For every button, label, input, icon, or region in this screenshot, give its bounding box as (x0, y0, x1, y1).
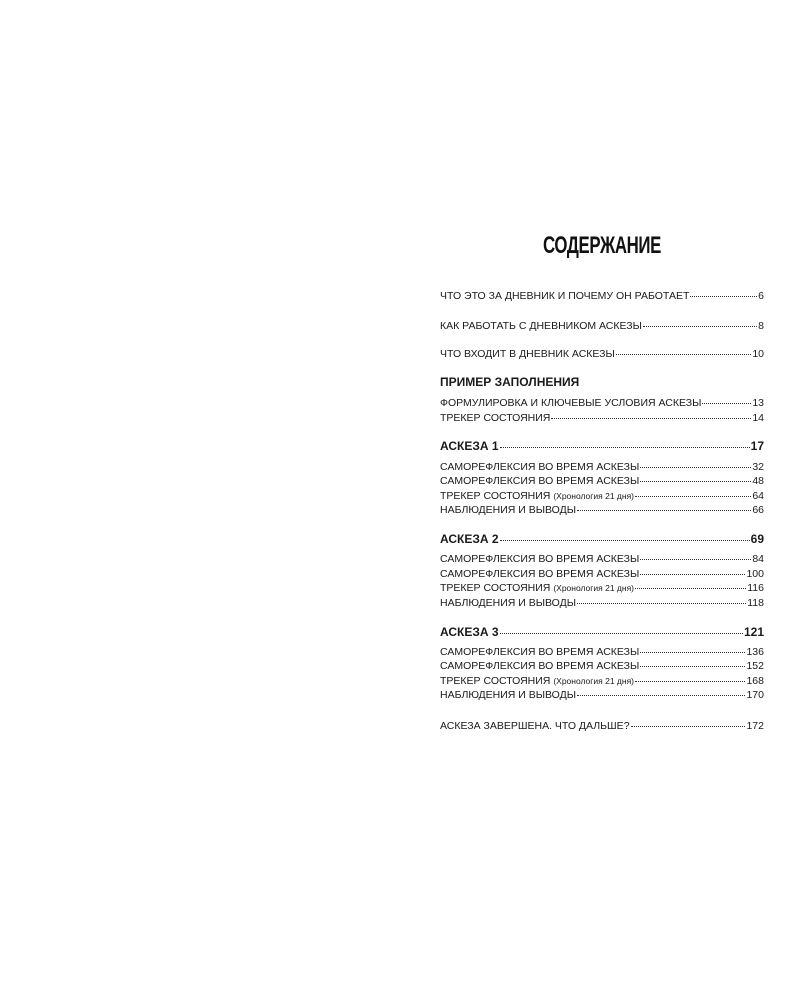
toc-leader-dots (500, 447, 750, 448)
toc-entry-page: 32 (752, 461, 764, 473)
toc-entry-label: ТРЕКЕР СОСТОЯНИЯ (440, 582, 551, 594)
toc-entry-label: САМОРЕФЛЕКСИЯ ВО ВРЕМЯ АСКЕЗЫ (440, 646, 640, 658)
toc-entry[interactable] (440, 582, 764, 595)
toc-leader-dots (690, 296, 757, 297)
toc-entry[interactable] (440, 597, 764, 610)
toc-leader-dots (500, 633, 743, 634)
toc-section-askeza-3[interactable] (440, 626, 764, 639)
toc-entry-label: САМОРЕФЛЕКСИЯ ВО ВРЕМЯ АСКЕЗЫ (440, 553, 640, 565)
toc-leader-dots (640, 467, 751, 468)
toc-entry-label: ТРЕКЕР СОСТОЯНИЯ (440, 675, 551, 687)
toc-leader-dots (577, 695, 745, 696)
toc-entry-page: 170 (746, 689, 764, 701)
toc-entry-page: 84 (752, 553, 764, 565)
toc-entry[interactable] (440, 461, 764, 474)
toc-entry-page: 172 (746, 720, 764, 732)
toc-entry[interactable] (440, 490, 764, 503)
toc-section-page: 17 (750, 439, 764, 453)
toc-leader-dots (551, 418, 751, 419)
toc-entry-page: 66 (752, 504, 764, 516)
toc-entry-page: 13 (752, 397, 764, 409)
toc-entry-label: НАБЛЮДЕНИЯ И ВЫВОДЫ (440, 504, 577, 516)
toc-entry-page: 100 (746, 568, 764, 580)
toc-entry-label: ФОРМУЛИРОВКА И КЛЮЧЕВЫЕ УСЛОВИЯ АСКЕЗЫ (440, 397, 702, 409)
toc-leader-dots (640, 481, 751, 482)
toc-entry-label: ТРЕКЕР СОСТОЯНИЯ (440, 490, 551, 502)
toc-entry-final[interactable] (440, 720, 764, 733)
toc-leader-dots (702, 403, 751, 404)
toc-entry[interactable] (440, 412, 764, 425)
toc-entry[interactable] (440, 475, 764, 488)
toc-leader-dots (577, 603, 746, 604)
toc-leader-dots (640, 666, 745, 667)
toc-entry-label: НАБЛЮДЕНИЯ И ВЫВОДЫ (440, 689, 577, 701)
toc-entry-label: ТРЕКЕР СОСТОЯНИЯ (440, 412, 551, 424)
toc-section-label: АСКЕЗА 2 (440, 532, 499, 546)
toc-entry-sublabel: (Хронология 21 дня) (553, 676, 635, 686)
toc-entry[interactable] (440, 568, 764, 581)
toc-leader-dots (635, 496, 751, 497)
toc-entry-sublabel: (Хронология 21 дня) (553, 583, 635, 593)
toc-entry[interactable] (440, 675, 764, 688)
toc-entry[interactable] (440, 397, 764, 410)
toc-leader-dots (635, 681, 745, 682)
toc-leader-dots (577, 510, 751, 511)
toc-leader-dots (640, 652, 745, 653)
toc-leader-dots (631, 726, 746, 727)
toc-entry[interactable] (440, 320, 764, 333)
toc-entry-page: 14 (752, 412, 764, 424)
toc-entry-page: 136 (746, 646, 764, 658)
toc-entry-sublabel: (Хронология 21 дня) (553, 491, 635, 501)
toc-leader-dots (640, 559, 751, 560)
toc-entry[interactable] (440, 290, 764, 303)
toc-entry-label: САМОРЕФЛЕКСИЯ ВО ВРЕМЯ АСКЕЗЫ (440, 660, 640, 672)
toc-entry-page: 118 (747, 597, 764, 609)
toc-entry-label: САМОРЕФЛЕКСИЯ ВО ВРЕМЯ АСКЕЗЫ (440, 475, 640, 487)
toc-entry-page: 64 (752, 490, 764, 502)
toc-entry[interactable] (440, 553, 764, 566)
toc-entry[interactable] (440, 504, 764, 517)
toc-section-askeza-2[interactable] (440, 533, 764, 546)
toc-entry-label: КАК РАБОТАТЬ С ДНЕВНИКОМ АСКЕЗЫ (440, 320, 642, 332)
toc-entry-label: ЧТО ВХОДИТ В ДНЕВНИК АСКЕЗЫ (440, 348, 615, 360)
toc-entry[interactable] (440, 660, 764, 673)
toc-section-page: 121 (743, 625, 764, 639)
toc-entry-page: 48 (752, 475, 764, 487)
toc-section-askeza-1[interactable] (440, 440, 764, 453)
toc-entry-page: 152 (746, 660, 764, 672)
toc-entry-label: САМОРЕФЛЕКСИЯ ВО ВРЕМЯ АСКЕЗЫ (440, 568, 640, 580)
section-heading-example: ПРИМЕР ЗАПОЛНЕНИЯ (440, 375, 580, 389)
toc-entry[interactable] (440, 646, 764, 659)
toc-entry-page: 116 (747, 582, 764, 594)
toc-entry-page: 168 (746, 675, 764, 687)
toc-entry-page: 10 (752, 348, 764, 360)
toc-section-label: АСКЕЗА 3 (440, 625, 499, 639)
toc-section-page: 69 (750, 532, 764, 546)
toc-entry-label: ЧТО ЭТО ЗА ДНЕВНИК И ПОЧЕМУ ОН РАБОТАЕТ (440, 290, 690, 302)
toc-leader-dots (643, 326, 757, 327)
toc-entry-page: 6 (758, 290, 764, 302)
toc-entry-label: САМОРЕФЛЕКСИЯ ВО ВРЕМЯ АСКЕЗЫ (440, 461, 640, 473)
toc-entry-label: НАБЛЮДЕНИЯ И ВЫВОДЫ (440, 597, 577, 609)
toc-leader-dots (616, 354, 751, 355)
page-title: СОДЕРЖАНИЕ (543, 232, 661, 259)
toc-entry[interactable] (440, 348, 764, 361)
toc-leader-dots (635, 588, 746, 589)
toc-entry-label: АСКЕЗА ЗАВЕРШЕНА. ЧТО ДАЛЬШЕ? (440, 720, 630, 732)
toc-leader-dots (500, 540, 750, 541)
toc-entry-page: 8 (758, 320, 764, 332)
toc-section-label: АСКЕЗА 1 (440, 439, 499, 453)
toc-entry[interactable] (440, 689, 764, 702)
toc-leader-dots (640, 574, 745, 575)
